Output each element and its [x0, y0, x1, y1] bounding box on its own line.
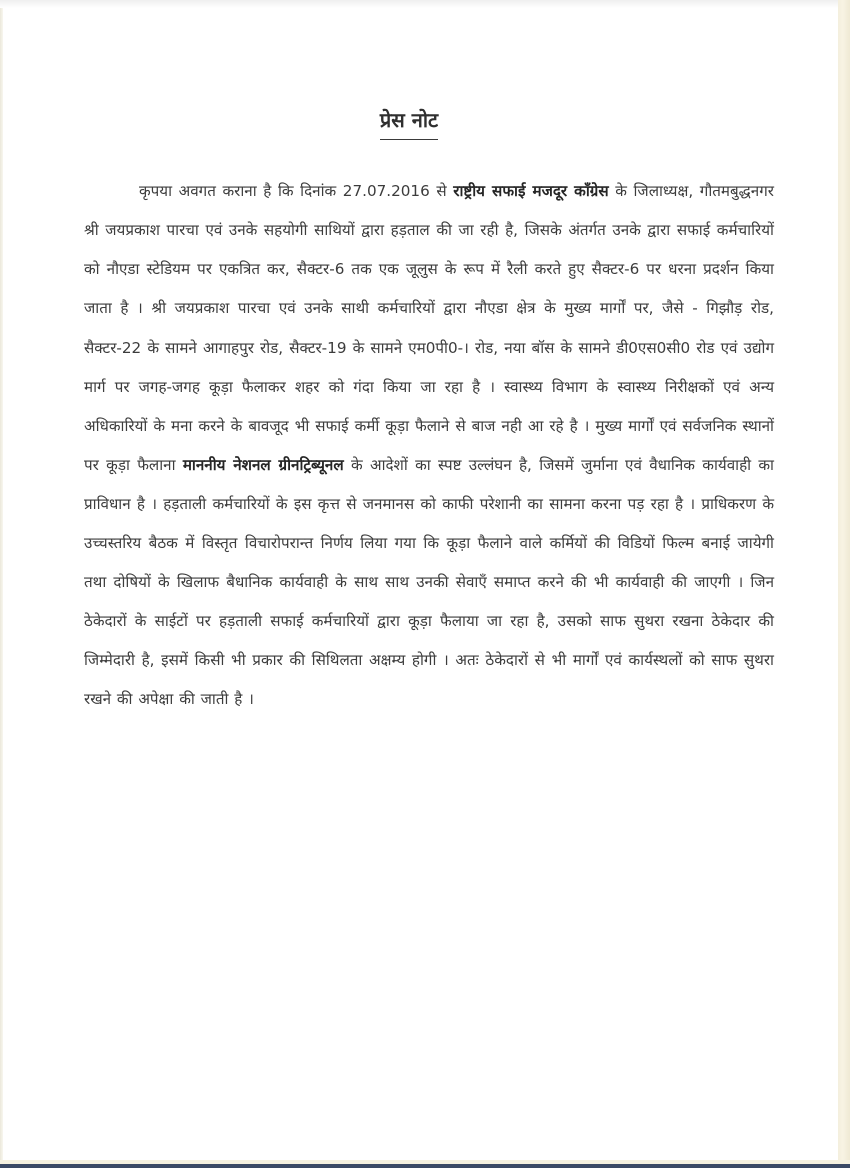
- document-title: [0, 106, 818, 140]
- paragraph-segment-3: के आदेशों का स्पष्ट उल्लंघन है, जिसमें जुर्माना एवं वैधानिक कार्यवाही का प्राविधान है । हड़ताली कर्मचारियों के इस कृत्त से जनमानस को काफी परेशानी का सामना करना पड़ रहा है । प्राधिकरण के उच्चस्तरिय बैठक में विस्तृत विचारोपरान्त निर्णय लिया गया कि कूड़ा फैलाने वाले कर्मियों की विडियों फिल्म बनाई जायेगी तथा दोषियों के खिलाफ बैधानिक कार्यवाही के साथ साथ उनकी सेवाएँ समाप्त करने की भी कार्यवाही की जाएगी । जिन ठेकेदारों के साईटों पर हड़ताली सफाई कर्मचारियों द्वारा कूड़ा फैलाया जा रहा है, उसको साफ सुथरा रखना ठेकेदार की जिम्मेदारी है, इसमें किसी भी प्रकार की सिथिलता अक्षम्य होगी । अतः ठेकेदारों से भी मार्गों एवं कार्यस्थलों को साफ सुथरा रखने की अपेक्षा की जाती है ।: [84, 455, 774, 709]
- body-paragraph: [84, 172, 774, 719]
- page-top-edge: [0, 0, 838, 8]
- paragraph-segment-2: के जिलाध्यक्ष, गौतमबुद्धनगर श्री जयप्रकाश पारचा एवं उनके सहयोगी साथियों द्वारा हड़ताल की जा रही है, जिसके अंतर्गत उनके द्वारा सफाई कर्मचारियों को नौएडा स्टेडियम पर एकत्रित कर, सैक्टर-6 तक एक जूलुस के रूप में रैली करते हुए सैक्टर-6 पर धरना प्रदर्शन किया जाता है । श्री जयप्रकाश पारचा एवं उनके साथी कर्मचारियों द्वारा नौएडा क्षेत्र के मुख्य मार्गों पर, जैसे - गिझौड़ रोड, सैक्टर-22 के सामने आगाहपुर रोड, सैक्टर-19 के सामने एम0पी0-। रोड, नया बॉस के सामने डी0एस0सी0 रोड एवं उद्योग मार्ग पर जगह-जगह कूड़ा फैलाकर शहर को गंदा किया जा रहा है । स्वास्थ्य विभाग के स्वास्थ्य निरीक्षकों एवं अन्य अधिकारियों के मना करने के बावजूद भी सफाई कर्मी कूड़ा फैलाने से बाज नही आ रहे है । मुख्य मार्गों एवं सर्वजनिक स्थानों पर कूड़ा फैलाना: [84, 182, 775, 474]
- page-left-edge: [0, 0, 3, 1164]
- tribunal-name: माननीय नेशनल ग्रीनट्रिब्यूनल: [182, 455, 344, 474]
- organization-name: राष्ट्रीय सफाई मजदूर कॉंग्रेस: [453, 182, 609, 201]
- paragraph-segment-1: कृपया अवगत कराना है कि दिनांक 27.07.2016 से: [139, 182, 454, 201]
- title-text: प्रेस नोट: [380, 106, 438, 140]
- scan-bottom-border: [0, 1164, 850, 1168]
- scan-right-margin: [838, 0, 850, 1164]
